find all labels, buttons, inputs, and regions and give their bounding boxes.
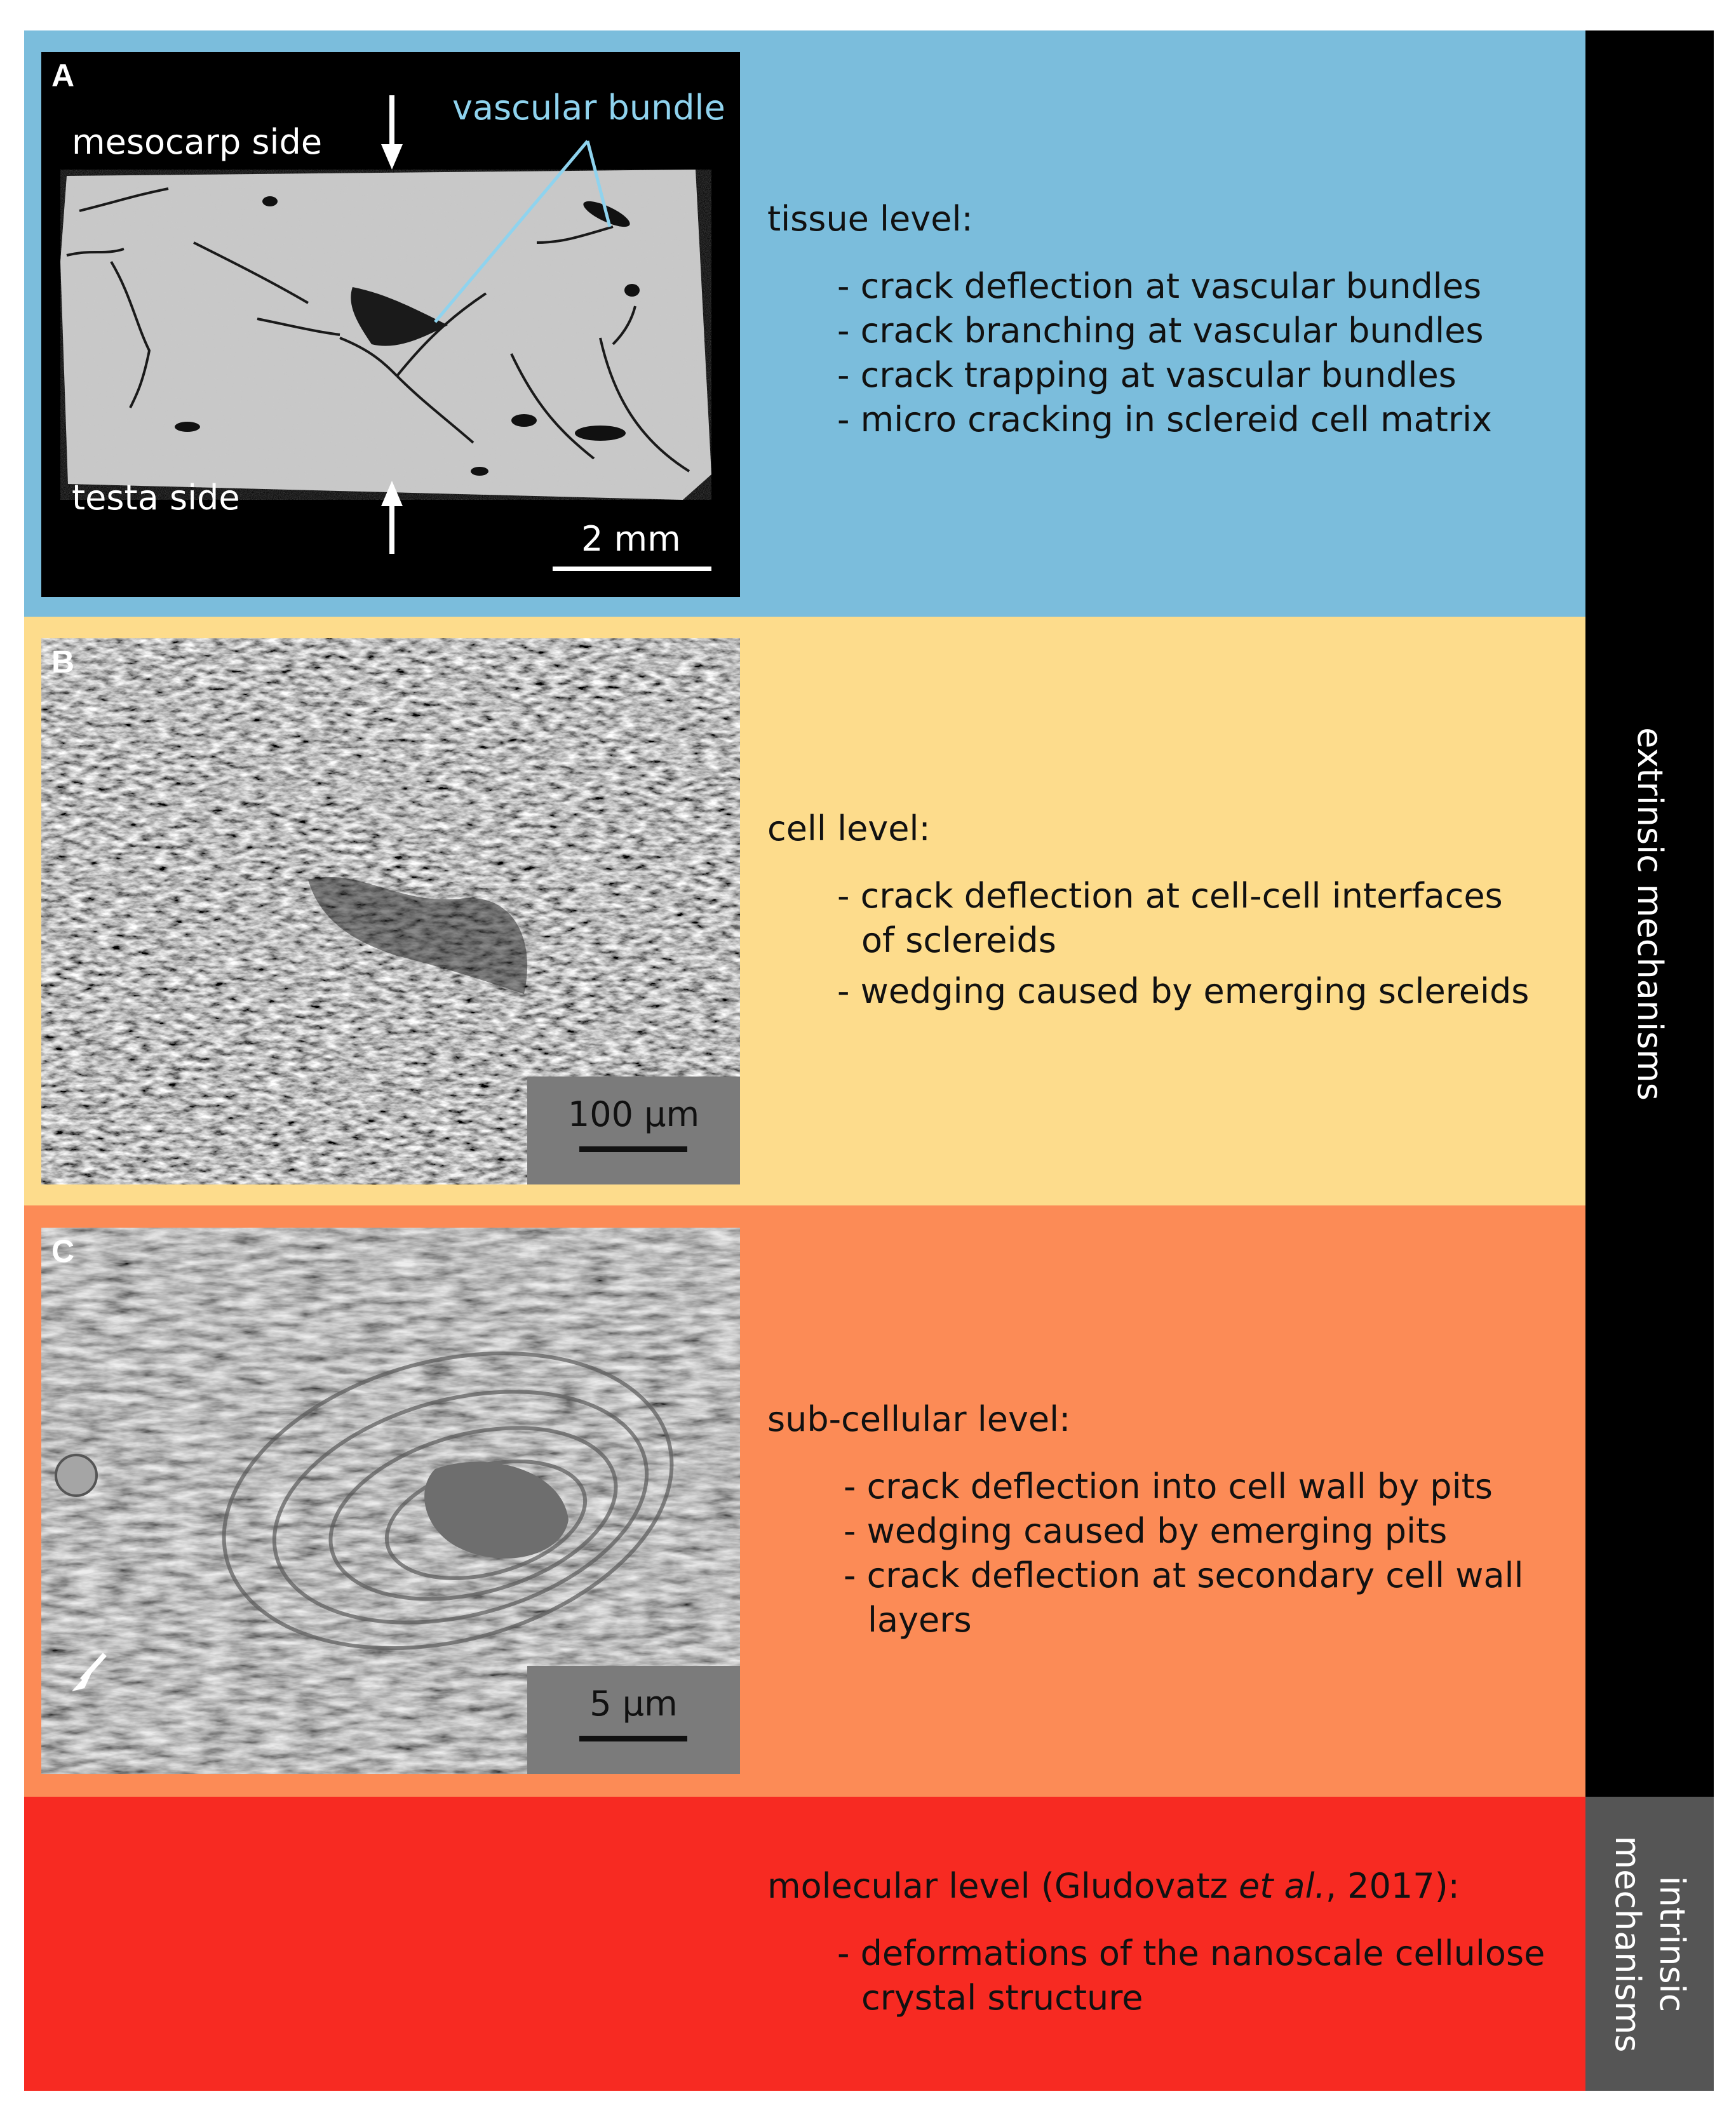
molecular-heading-italic: et al. — [1239, 1866, 1326, 1906]
intrinsic-sidebar — [1585, 1797, 1714, 2091]
list-item: - crack deflection into cell wall by pits — [844, 1466, 1493, 1506]
list-item: crystal structure — [861, 1978, 1143, 2018]
molecular-heading-prefix: molecular level (Gludovatz — [767, 1866, 1239, 1906]
list-item: - crack deflection at cell-cell interfaces — [837, 876, 1503, 916]
list-item: - crack branching at vascular bundles — [837, 311, 1484, 351]
scale-label-c: 5 µm — [589, 1684, 678, 1724]
mesocarp-side-label: mesocarp side — [72, 122, 323, 162]
cell-heading: cell level: — [767, 808, 931, 849]
panel-c-label: C — [51, 1233, 75, 1269]
scale-bar-b — [579, 1146, 687, 1152]
testa-side-label: testa side — [72, 478, 240, 518]
mesocarp-arrow — [381, 95, 403, 170]
vascular-bundle-label: vascular bundle — [452, 88, 725, 128]
scale-label-b: 100 µm — [567, 1094, 700, 1134]
list-item: layers — [868, 1600, 972, 1640]
scale-label-a: 2 mm — [581, 519, 681, 559]
list-item: - crack trapping at vascular bundles — [837, 355, 1457, 395]
scale-bar-c — [579, 1736, 687, 1741]
subcellular-heading: sub-cellular level: — [767, 1399, 1071, 1439]
cell-list — [767, 874, 1529, 1014]
panel-a-label: A — [51, 58, 75, 93]
list-item: - crack deflection at vascular bundles — [837, 266, 1482, 306]
bubble — [56, 1455, 97, 1496]
list-item: - wedging caused by emerging sclereids — [837, 971, 1530, 1011]
subcellular-list — [767, 1465, 1524, 1642]
molecular-heading — [767, 1864, 1545, 1909]
molecular-heading-suffix: , 2017): — [1325, 1866, 1460, 1906]
panel-c-sem — [41, 1228, 740, 1774]
tissue-list — [767, 264, 1492, 442]
panel-b-sem — [41, 638, 740, 1184]
list-item: - crack deflection at secondary cell wall — [844, 1555, 1524, 1595]
scale-bar-a — [553, 567, 711, 571]
tissue-text — [767, 197, 1492, 442]
intrinsic-label — [1605, 1811, 1694, 2077]
subcellular-text — [767, 1397, 1524, 1642]
panel-b-label: B — [51, 644, 75, 680]
list-item: - deformations of the nanoscale cellulose — [837, 1933, 1545, 1973]
panel-a-micro-ct — [41, 52, 740, 597]
intrinsic-label-line1: intrinsic — [1652, 1875, 1692, 2012]
molecular-list — [767, 1931, 1545, 2020]
extrinsic-sidebar — [1585, 30, 1714, 1797]
list-item: of sclereids — [861, 920, 1056, 960]
list-item: - wedging caused by emerging pits — [844, 1511, 1448, 1551]
cell-text — [767, 807, 1529, 1014]
intrinsic-label-line2: mechanisms — [1608, 1835, 1648, 2052]
extrinsic-label: extrinsic mechanisms — [1630, 727, 1670, 1101]
scale-box-c — [527, 1666, 740, 1774]
list-item: - micro cracking in sclereid cell matrix — [837, 399, 1493, 439]
tissue-heading: tissue level: — [767, 199, 973, 239]
molecular-text — [767, 1864, 1545, 2020]
scale-box-b — [527, 1077, 740, 1184]
